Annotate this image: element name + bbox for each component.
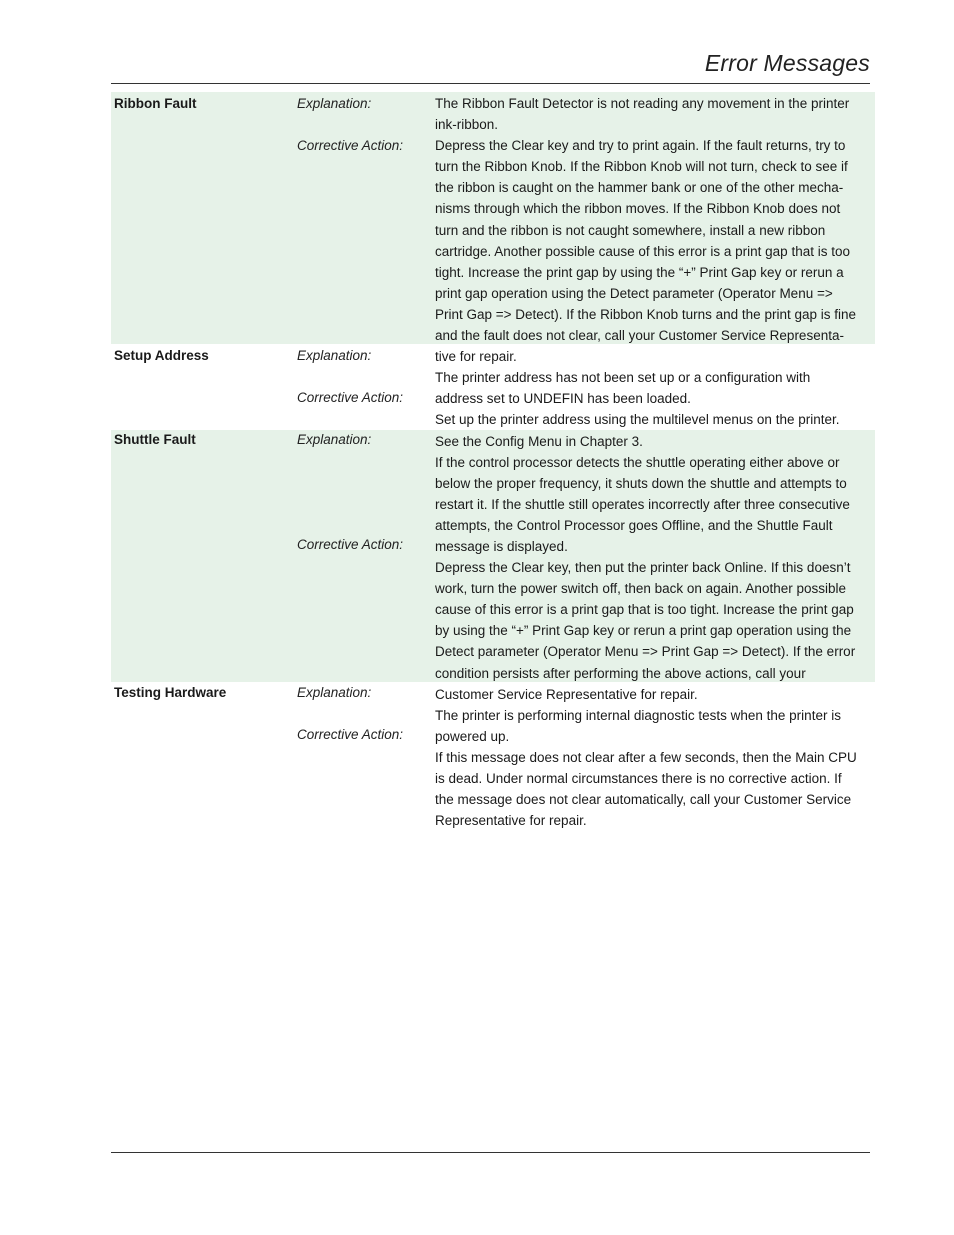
- text-line: See the Config Menu in Chapter 3.: [435, 433, 643, 449]
- explanation-label: Explanation:: [297, 348, 372, 363]
- text-line: Representative for repair.: [435, 813, 587, 829]
- header-rule: [111, 83, 870, 84]
- text-line: Print Gap => Detect). If the Ribbon Knob turns and the print gap is fine: [435, 306, 856, 322]
- text-line: the message does not clear automatically, call your Customer Service: [435, 792, 852, 808]
- text-line: The printer address has not been set up or a configuration with: [435, 370, 811, 386]
- text-line: work, turn the power switch off, then back on again. Another possible: [435, 581, 846, 597]
- message-name: Shuttle Fault: [114, 432, 196, 447]
- text-line: by using the “+” Print Gap key or rerun a print gap operation using the: [435, 623, 852, 639]
- corrective-action-label: Corrective Action:: [297, 537, 404, 552]
- text-line: Detect parameter (Operator Menu => Print Gap => Detect). If the error: [435, 644, 856, 660]
- corrective-action-label: Corrective Action:: [297, 727, 404, 742]
- text-line: tive for repair.: [435, 349, 517, 365]
- text-line: is dead. Under normal circumstances there is no corrective action. If: [435, 771, 842, 786]
- text-line: powered up.: [435, 728, 510, 744]
- page-title: Error Messages: [704, 50, 870, 76]
- explanation-label: Explanation:: [297, 432, 372, 447]
- corrective-action-label: Corrective Action:: [297, 138, 404, 153]
- text-line: ink-ribbon.: [435, 117, 499, 133]
- text-line: The Ribbon Fault Detector is not reading any movement in the printer: [435, 96, 850, 111]
- text-line: Depress the Clear key, then put the printer back Online. If this doesn’t: [435, 560, 851, 576]
- text-line: Customer Service Representative for repair.: [435, 686, 698, 702]
- text-line: cartridge. Another possible cause of this error is a print gap that is too: [435, 243, 850, 259]
- message-name: Ribbon Fault: [114, 96, 197, 111]
- corrective-action-label: Corrective Action:: [297, 390, 404, 405]
- text-line: and the fault does not clear, call your Customer Service Representa-: [435, 328, 844, 344]
- text-line: turn and the ribbon is not caught somewhere, install a new ribbon: [435, 222, 826, 238]
- text-line: message is displayed.: [435, 538, 568, 554]
- text-line: the ribbon is caught on the hammer bank or one of the other mecha-: [435, 180, 844, 196]
- message-name: Testing Hardware: [114, 685, 227, 700]
- text-line: The printer is performing internal diagnostic tests when the printer is: [435, 707, 841, 723]
- text-line: address set to UNDEFIN has been loaded.: [435, 391, 691, 407]
- text-line: If the control processor detects the shuttle operating either above or: [435, 454, 840, 470]
- text-line: turn the Ribbon Knob. If the Ribbon Knob will not turn, check to see if: [435, 159, 848, 175]
- text-line: condition persists after performing the above actions, call your: [435, 665, 806, 681]
- description-column: [435, 93, 875, 831]
- text-line: nisms through which the ribbon moves. If the Ribbon Knob does not: [435, 201, 841, 217]
- text-line: print gap operation using the Detect parameter (Operator Menu =>: [435, 285, 833, 301]
- message-name: Setup Address: [114, 348, 209, 363]
- text-line: cause of this error is a print gap that is too tight. Increase the print gap: [435, 602, 854, 618]
- text-line: Set up the printer address using the multilevel menus on the printer.: [435, 412, 840, 428]
- text-line: Depress the Clear key and try to print again. If the fault returns, try to: [435, 138, 846, 154]
- footer-rule: [111, 1152, 870, 1153]
- text-line: restart it. If the shuttle still operates incorrectly after three consecutive: [435, 496, 850, 512]
- text-line: below the proper frequency, it shuts down the shuttle and attempts to: [435, 475, 847, 491]
- text-line: attempts, the Control Processor goes Offline, and the Shuttle Fault: [435, 517, 833, 533]
- explanation-label: Explanation:: [297, 685, 372, 700]
- text-line: If this message does not clear after a few seconds, then the Main CPU: [435, 749, 857, 765]
- text-line: tight. Increase the print gap by using the “+” Print Gap key or rerun a: [435, 264, 844, 280]
- explanation-label: Explanation:: [297, 96, 372, 111]
